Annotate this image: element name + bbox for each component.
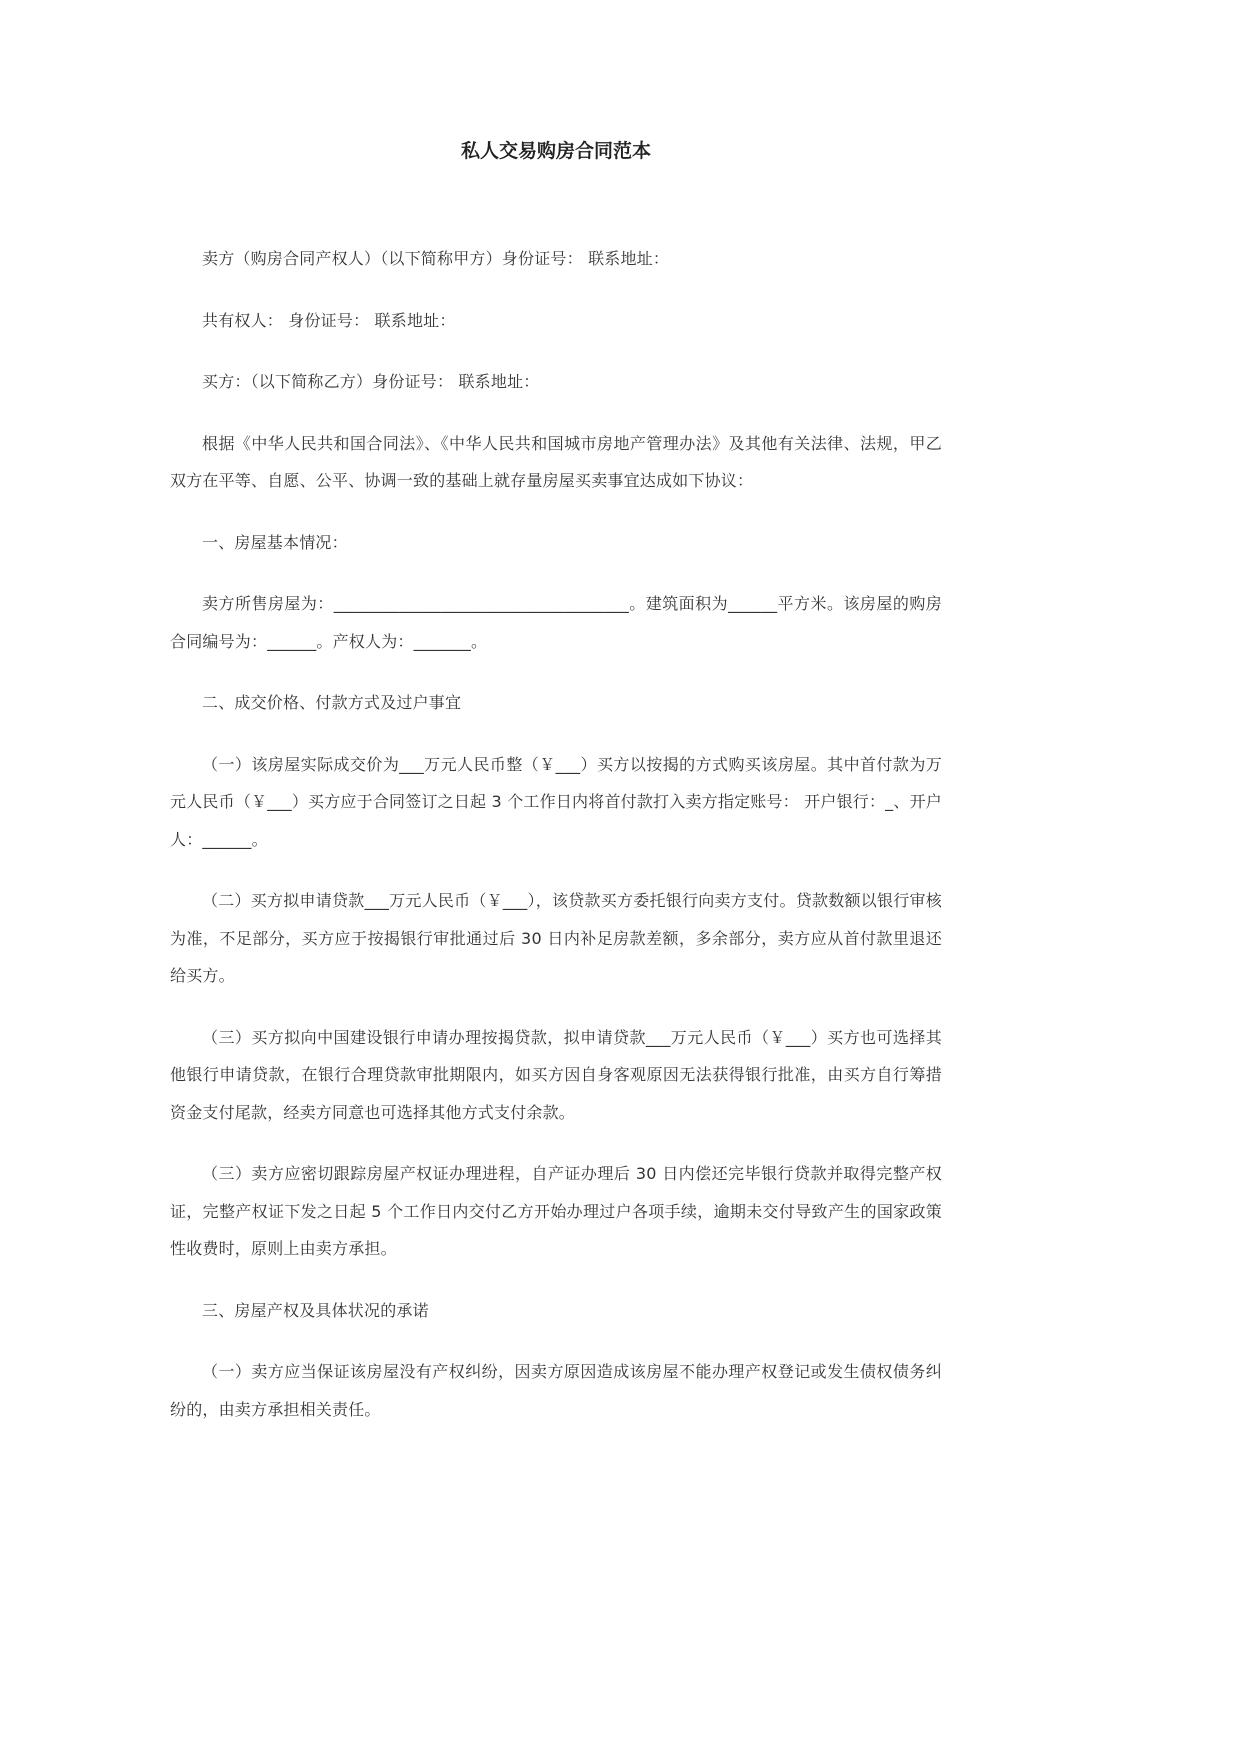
property-details: 卖方所售房屋为：____________________________________。建筑面积为______平方米。该房屋的购房合同编号为：______。产权人为：_______。 (170, 594, 942, 651)
preamble: 根据《中华人民共和国合同法》、《中华人民共和国城市房地产管理办法》及其他有关法律、法规，甲乙双方在平等、自愿、公平、协调一致的基础上就存量房屋买卖事宜达成如下协议： (170, 433, 942, 490)
seller-info: 卖方（购房合同产权人）（以下简称甲方）身份证号： 联系地址： (202, 249, 670, 268)
clause-2-2: （二）买方拟申请贷款___万元人民币（￥___），该贷款买方委托银行向卖方支付。贷款数额以银行审核为准，不足部分，买方应于按揭银行审批通过后 30 日内补足房款差额，多余部分，卖方应从首付款里退还给买方。 (170, 891, 942, 985)
section-heading-3: 三、房屋产权及具体状况的承诺 (202, 1300, 429, 1320)
co-owner-info: 共有权人： 身份证号： 联系地址： (202, 310, 456, 330)
clause-2-3: （三）买方拟向中国建设银行申请办理按揭贷款，拟申请贷款___万元人民币（￥___）买方也可选择其他银行申请贷款，在银行合理贷款审批期限内，如买方因自身客观原因无法获得银行批准，由买方自行筹措资金支付尾款，经卖方同意也可选择其他方式支付余款。 (170, 1027, 942, 1122)
document-body (170, 240, 942, 1452)
section-heading-2: 二、成交价格、付款方式及过户事宜 (202, 693, 462, 712)
document-title: 私人交易购房合同范本 (460, 140, 651, 162)
buyer-info: 买方：（以下简称乙方）身份证号： 联系地址： (202, 372, 540, 391)
clause-2-1: （一）该房屋实际成交价为___万元人民币整（￥___）买方以按揭的方式购买该房屋。其中首付款为万元人民币（￥___）买方应于合同签订之日起 3 个工作日内将首付款打入卖方指定账号： 开户银行：_、开户人：______。 (170, 754, 942, 849)
section-heading-1: 一、房屋基本情况： (202, 532, 348, 552)
clause-3-1: （一）卖方应当保证该房屋没有产权纠纷，因卖方原因造成该房屋不能办理产权登记或发生债权债务纠纷的，由卖方承担相关责任。 (170, 1362, 942, 1419)
clause-2-4: （三）卖方应密切跟踪房屋产权证办理进程，自产证办理后 30 日内偿还完毕银行贷款并取得完整产权证，完整产权证下发之日起 5 个工作日内交付乙方开始办理过户各项手续，逾期未交付导致产生的国家政策性收费时，原则上由卖方承担。 (170, 1164, 942, 1258)
